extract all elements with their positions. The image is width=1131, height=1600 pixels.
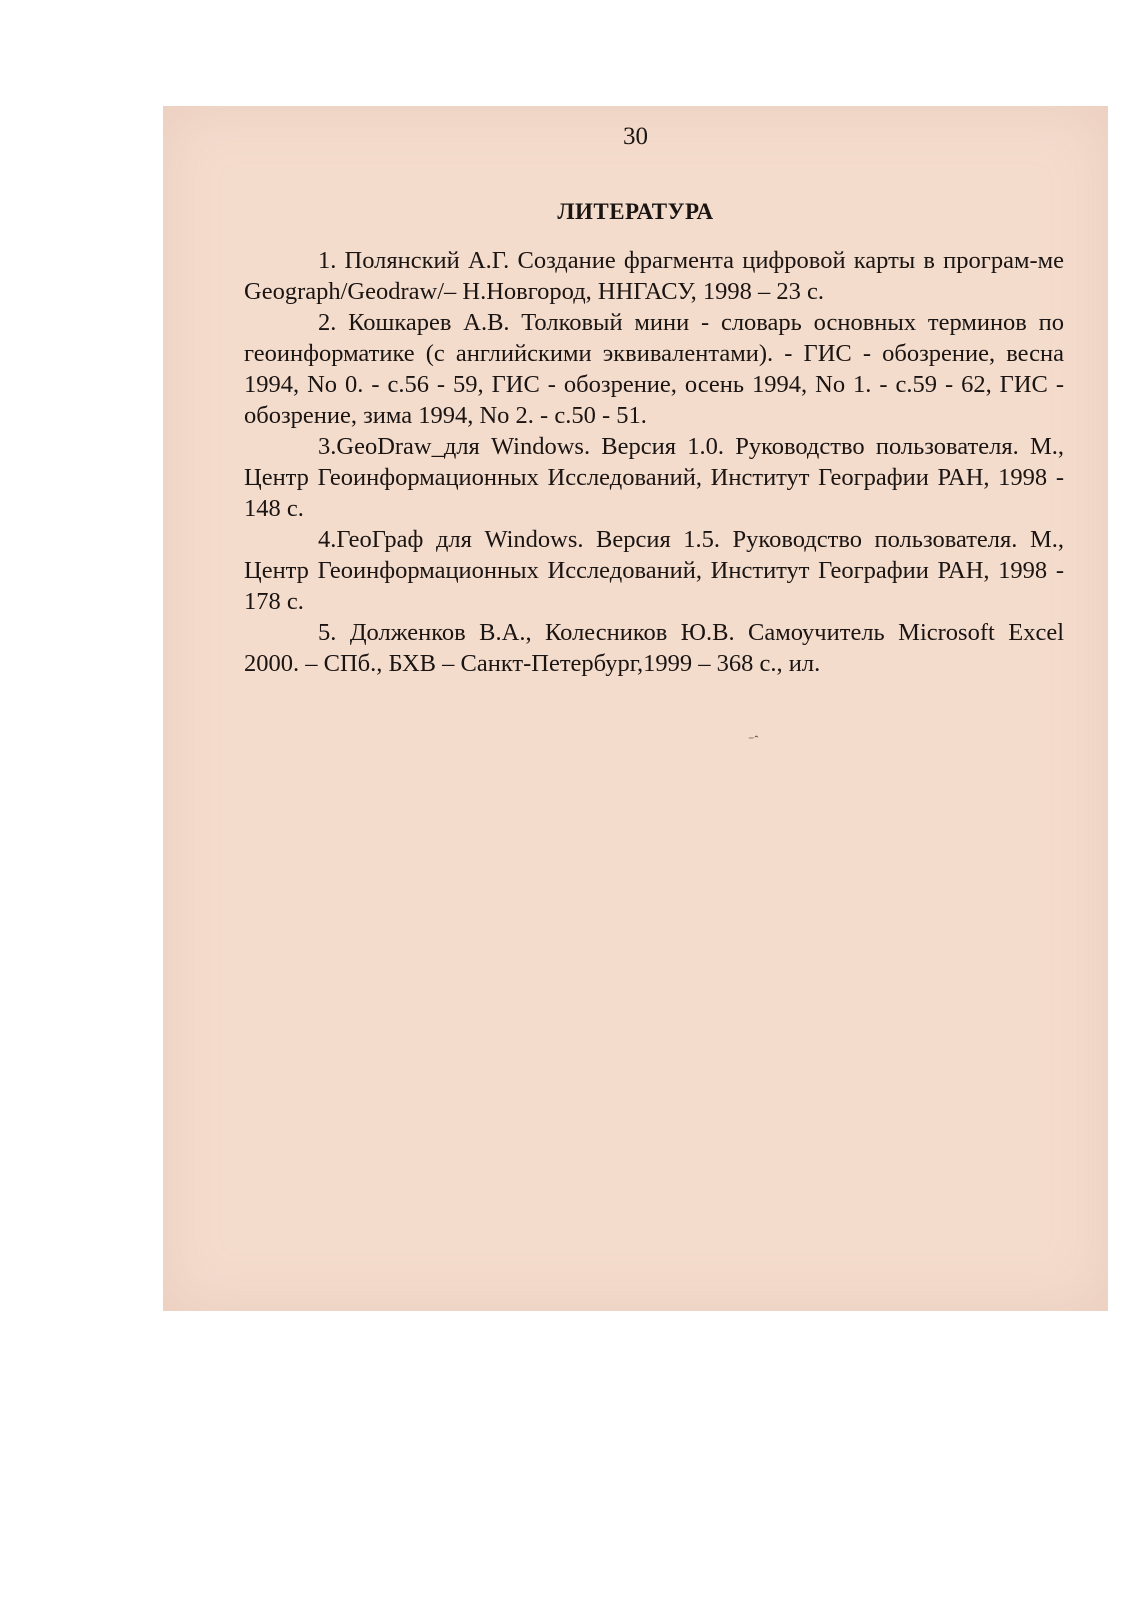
reference-item-4: 4.ГеоГраф для Windows. Версия 1.5. Руководство пользователя. М., Центр Геоинформационных Исследований, Институт Географии РАН, 1998 - 178 с. xyxy=(244,526,1064,615)
scan-speck-mark: ⁻ˆ xyxy=(748,733,759,747)
reference-item-3: 3.GeoDraw_для Windows. Версия 1.0. Руководство пользователя. М., Центр Геоинформационных Исследований, Институт Географии РАН, 1998 - 148 с. xyxy=(244,433,1064,522)
reference-list xyxy=(244,245,1064,679)
page-number: 30 xyxy=(623,123,648,150)
scanned-page xyxy=(163,106,1108,1311)
references-heading: ЛИТЕРАТУРА xyxy=(557,199,714,224)
reference-item-5: 5. Долженков В.А., Колесников Ю.В. Самоучитель Microsoft Excel 2000. – СПб., БХВ – Санкт-Петербург,1999 – 368 с., ил. xyxy=(244,619,1064,677)
reference-item-1: 1. Полянский А.Г. Создание фрагмента цифровой карты в програм-ме Geograph/Geodraw/– Н.Новгород, ННГАСУ, 1998 – 23 с. xyxy=(244,247,1064,305)
reference-item-2: 2. Кошкарев А.В. Толковый мини - словарь основных терминов по геоинформатике (с английскими эквивалентами). - ГИС - обозрение, весна 1994, No 0. - с.56 - 59, ГИС - обозрение, осень 1994, No 1. - с.59 - 62, ГИС - обозрение, зима 1994, No 2. - с.50 - 51. xyxy=(244,309,1064,429)
